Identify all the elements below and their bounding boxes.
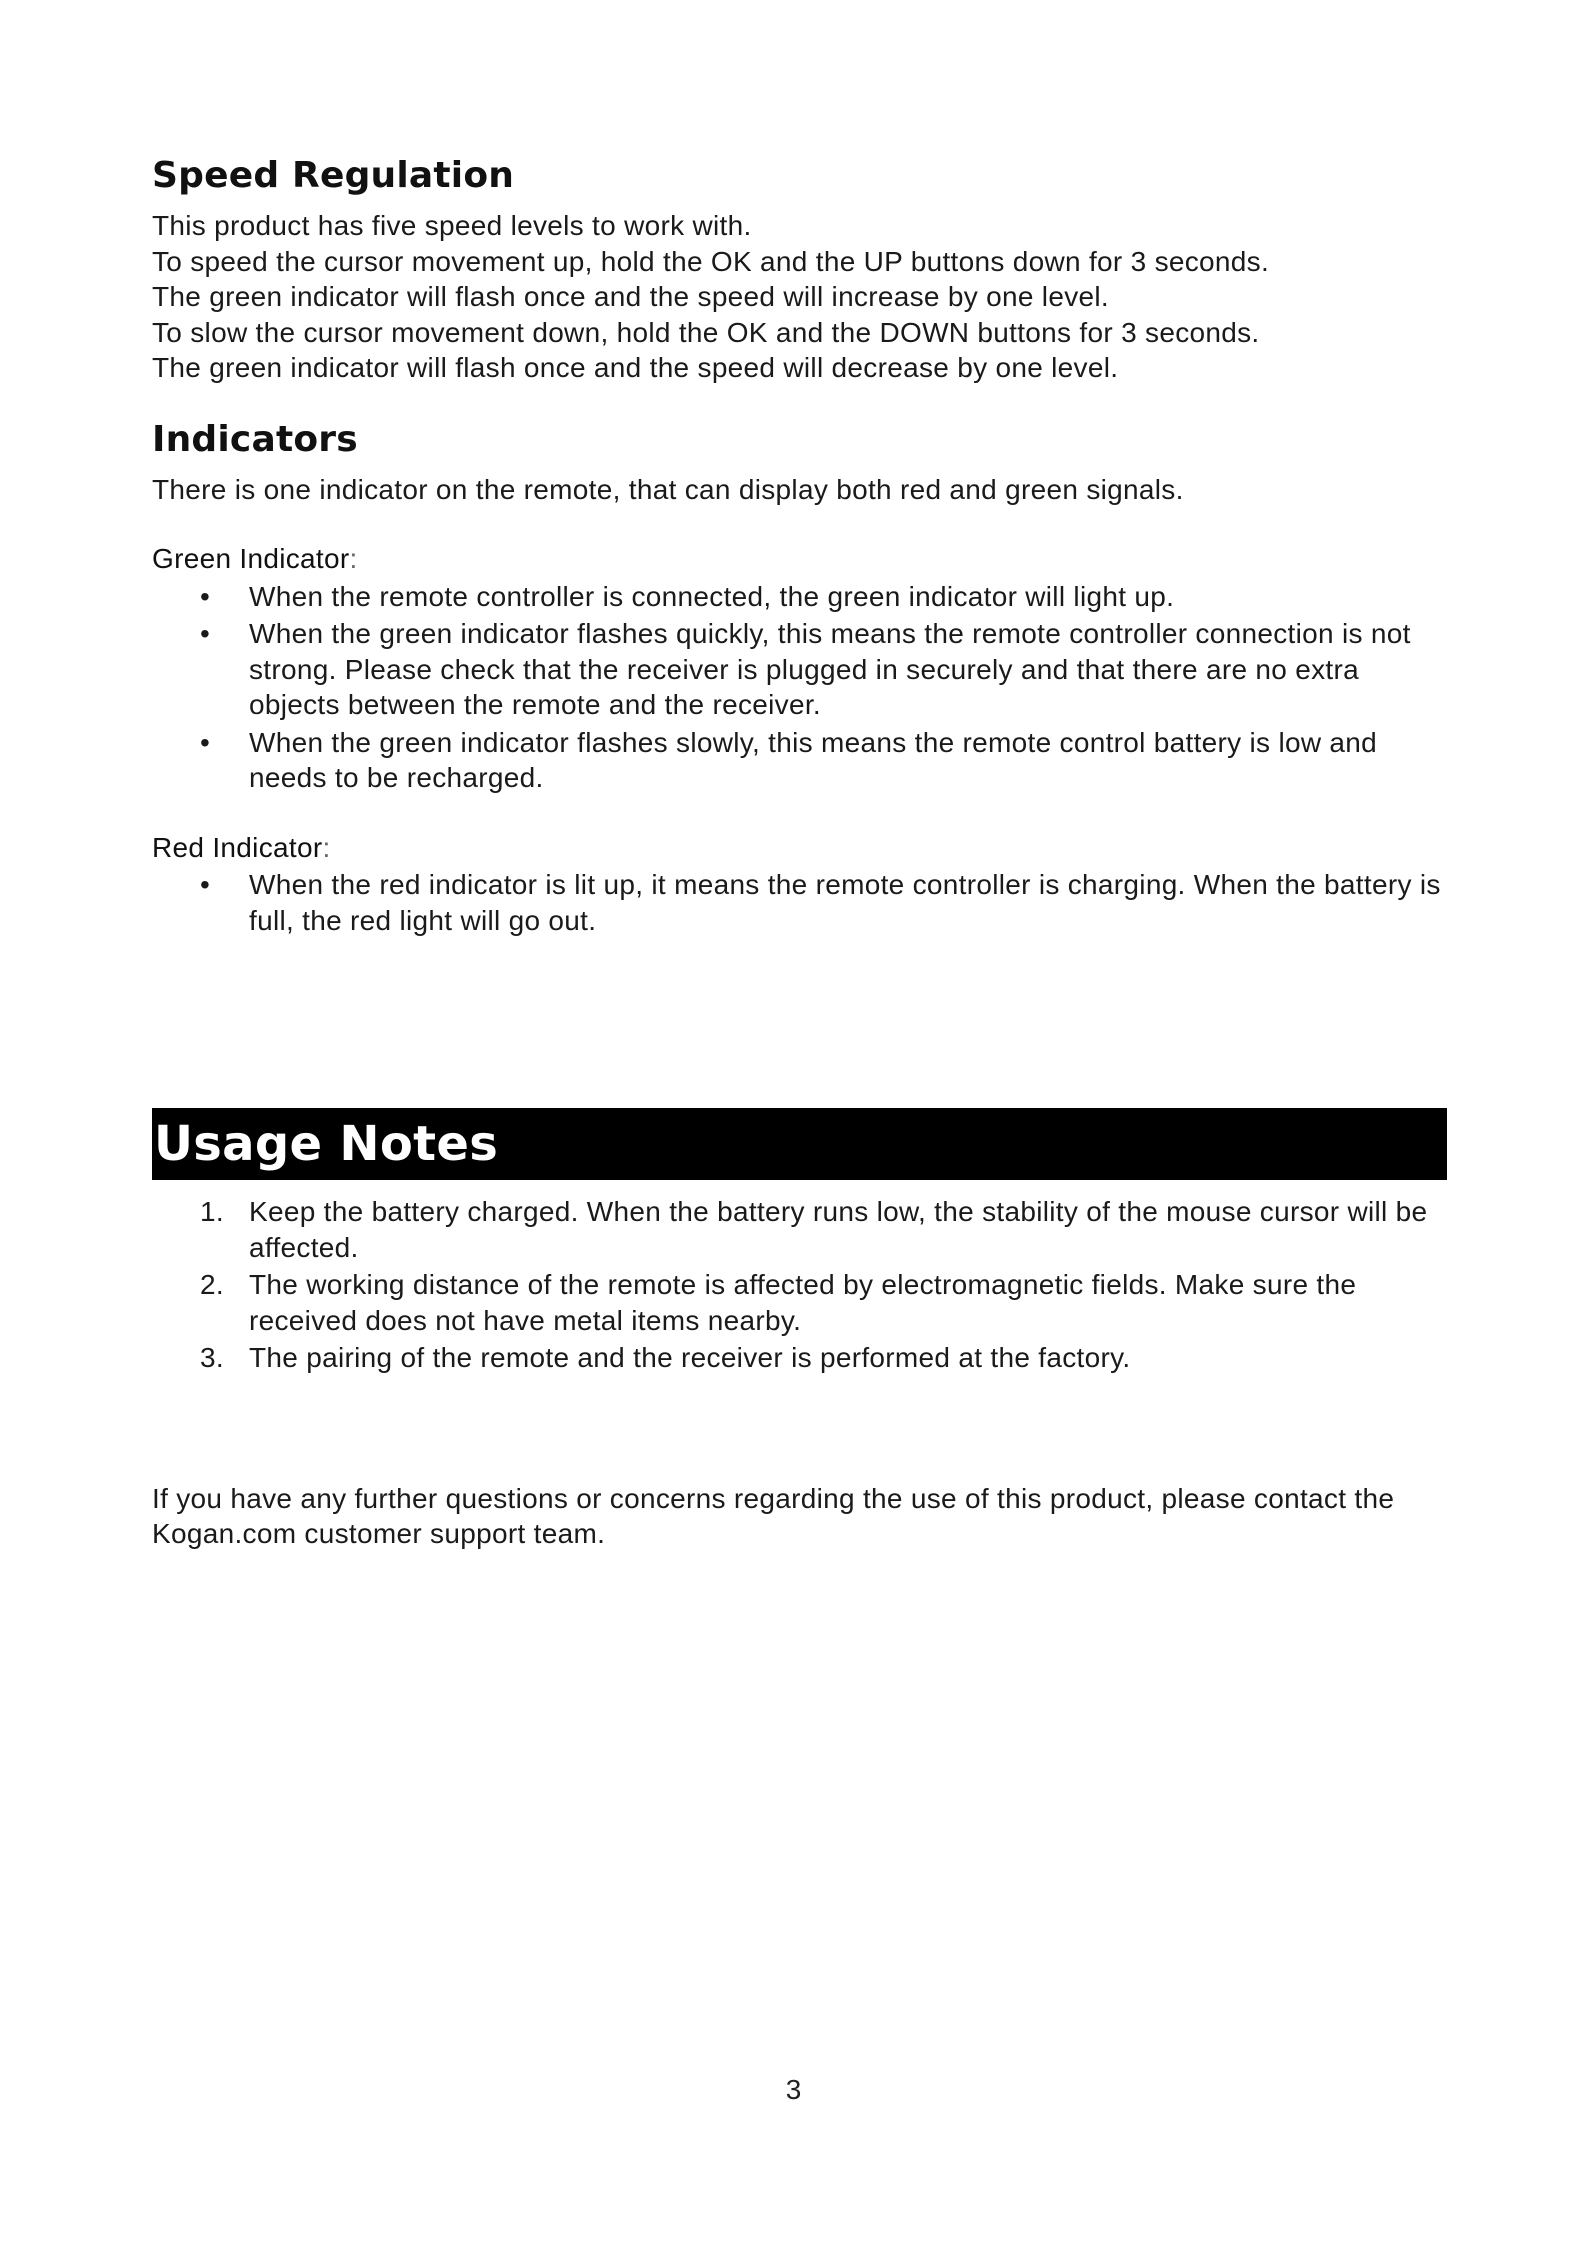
- green-indicator-list: [152, 579, 1447, 796]
- bullet-icon: •: [200, 869, 211, 900]
- list-item: [152, 867, 1447, 938]
- red-indicator-label: [152, 830, 1447, 866]
- manual-page: [152, 150, 1447, 1552]
- list-item: [152, 1267, 1447, 1338]
- indicators-intro: There is one indicator on the remote, that can display both red and green signals.: [152, 473, 1184, 505]
- red-indicator-colon: :: [322, 831, 331, 863]
- red-indicator-list: [152, 867, 1447, 938]
- green-indicator-label: [152, 541, 1447, 577]
- list-item: [152, 1194, 1447, 1265]
- list-item: [152, 1340, 1447, 1376]
- list-item: [152, 579, 1447, 615]
- list-item-text: The pairing of the remote and the receiver is performed at the factory.: [249, 1342, 1131, 1373]
- indicators-heading: Indicators: [152, 418, 358, 460]
- list-item: [152, 616, 1447, 723]
- closing-paragraph: If you have any further questions or concerns regarding the use of this product, please contact the Kogan.com customer support team.: [152, 1482, 1395, 1549]
- speed-line: The green indicator will flash once and the speed will increase by one level.: [152, 281, 1109, 312]
- list-item-text: When the green indicator flashes quickly, this means the remote controller connection is not strong. Please check that the receiver is plugged in securely and that there are no extra objects between the remote and the receiver.: [249, 618, 1411, 720]
- page-number: 3: [785, 2074, 802, 2105]
- list-number: 3.: [200, 1342, 224, 1373]
- bullet-icon: •: [200, 726, 211, 758]
- speed-regulation-body: [152, 208, 1447, 386]
- list-number: 1.: [200, 1196, 224, 1227]
- list-item-text: When the green indicator flashes slowly, this means the remote control battery is low and needs to be recharged.: [249, 726, 1378, 793]
- list-item-text: When the red indicator is lit up, it means the remote controller is charging. When the battery is full, the red light will go out.: [249, 869, 1441, 936]
- bullet-icon: •: [200, 618, 211, 649]
- list-item: [152, 725, 1447, 796]
- speed-line: The green indicator will flash once and the speed will decrease by one level.: [152, 352, 1119, 383]
- list-item-text: When the remote controller is connected, the green indicator will light up.: [249, 580, 1175, 612]
- usage-notes-heading: Usage Notes: [154, 1116, 499, 1172]
- usage-notes-list: [152, 1194, 1447, 1376]
- usage-notes-banner: [152, 1108, 1447, 1180]
- list-item-text: The working distance of the remote is affected by electromagnetic fields. Make sure the received does not have metal items nearby.: [249, 1269, 1357, 1336]
- green-indicator-colon: :: [349, 543, 358, 574]
- speed-line: To slow the cursor movement down, hold the OK and the DOWN buttons for 3 seconds.: [152, 316, 1260, 348]
- green-indicator-label-text: Green Indicator: [152, 543, 350, 574]
- speed-line: To speed the cursor movement up, hold the OK and the UP buttons down for 3 seconds.: [152, 245, 1270, 277]
- red-indicator-label-text: Red Indicator: [152, 831, 323, 863]
- speed-line: This product has five speed levels to work with.: [152, 210, 752, 241]
- speed-regulation-heading: Speed Regulation: [152, 155, 515, 196]
- bullet-icon: •: [200, 580, 211, 612]
- list-item-text: Keep the battery charged. When the battery runs low, the stability of the mouse cursor will be affected.: [249, 1196, 1428, 1263]
- list-number: 2.: [200, 1269, 224, 1300]
